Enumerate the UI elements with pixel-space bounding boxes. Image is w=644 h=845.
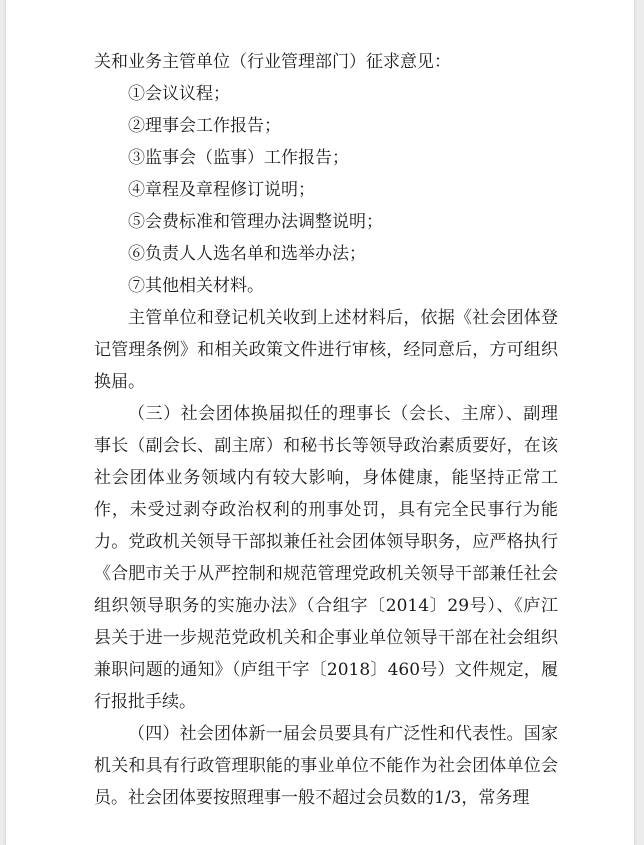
paragraph-review: 主管单位和登记机关收到上述材料后，依据《社会团体登记管理条例》和相关政策文件进行审核，经同意后，方可组织换届。 (94, 308, 558, 392)
list-item: ⑤会费标准和管理办法调整说明； (128, 212, 383, 232)
list-item: ④章程及章程修订说明； (128, 180, 315, 200)
paragraph-section-4: （四）社会团体新一届会员要具有广泛性和代表性。国家机关和具有行政管理职能的事业单位不能作为社会团体单位会员。社会团体要按照理事一般不超过会员数的1/3，常务理 (94, 724, 558, 808)
document-body (94, 46, 558, 814)
paragraph-section-3: （三）社会团体换届拟任的理事长（会长、主席）、副理事长（副会长、副主席）和秘书长等领导政治素质要好，在该社会团体业务领域内有较大影响，身体健康，能坚持正常工作，未受过剥夺政治权利的刑事处罚，具有完全民事行为能力。党政机关领导干部拟兼任社会团体领导职务，应严格执行《合肥市关于从严控制和规范管理党政机关领导干部兼任社会组织领导职务的实施办法》（合组字〔2014〕29号）、《庐江县关于进一步规范党政机关和企事业单位领导干部在社会组织兼职问题的通知》（庐组干字〔2018〕460号）文件规定，履行报批手续。 (94, 404, 558, 712)
list-item: ②理事会工作报告； (128, 116, 281, 136)
list-item: ③监事会（监事）工作报告； (128, 148, 349, 168)
list-item: ⑦其他相关材料。 (128, 276, 264, 296)
document-page (6, 0, 634, 845)
list-item: ⑥负责人人选名单和选举办法； (128, 244, 366, 264)
list-item: ①会议议程； (128, 84, 230, 104)
continued-line: 关和业务主管单位（行业管理部门）征求意见： (94, 52, 451, 72)
